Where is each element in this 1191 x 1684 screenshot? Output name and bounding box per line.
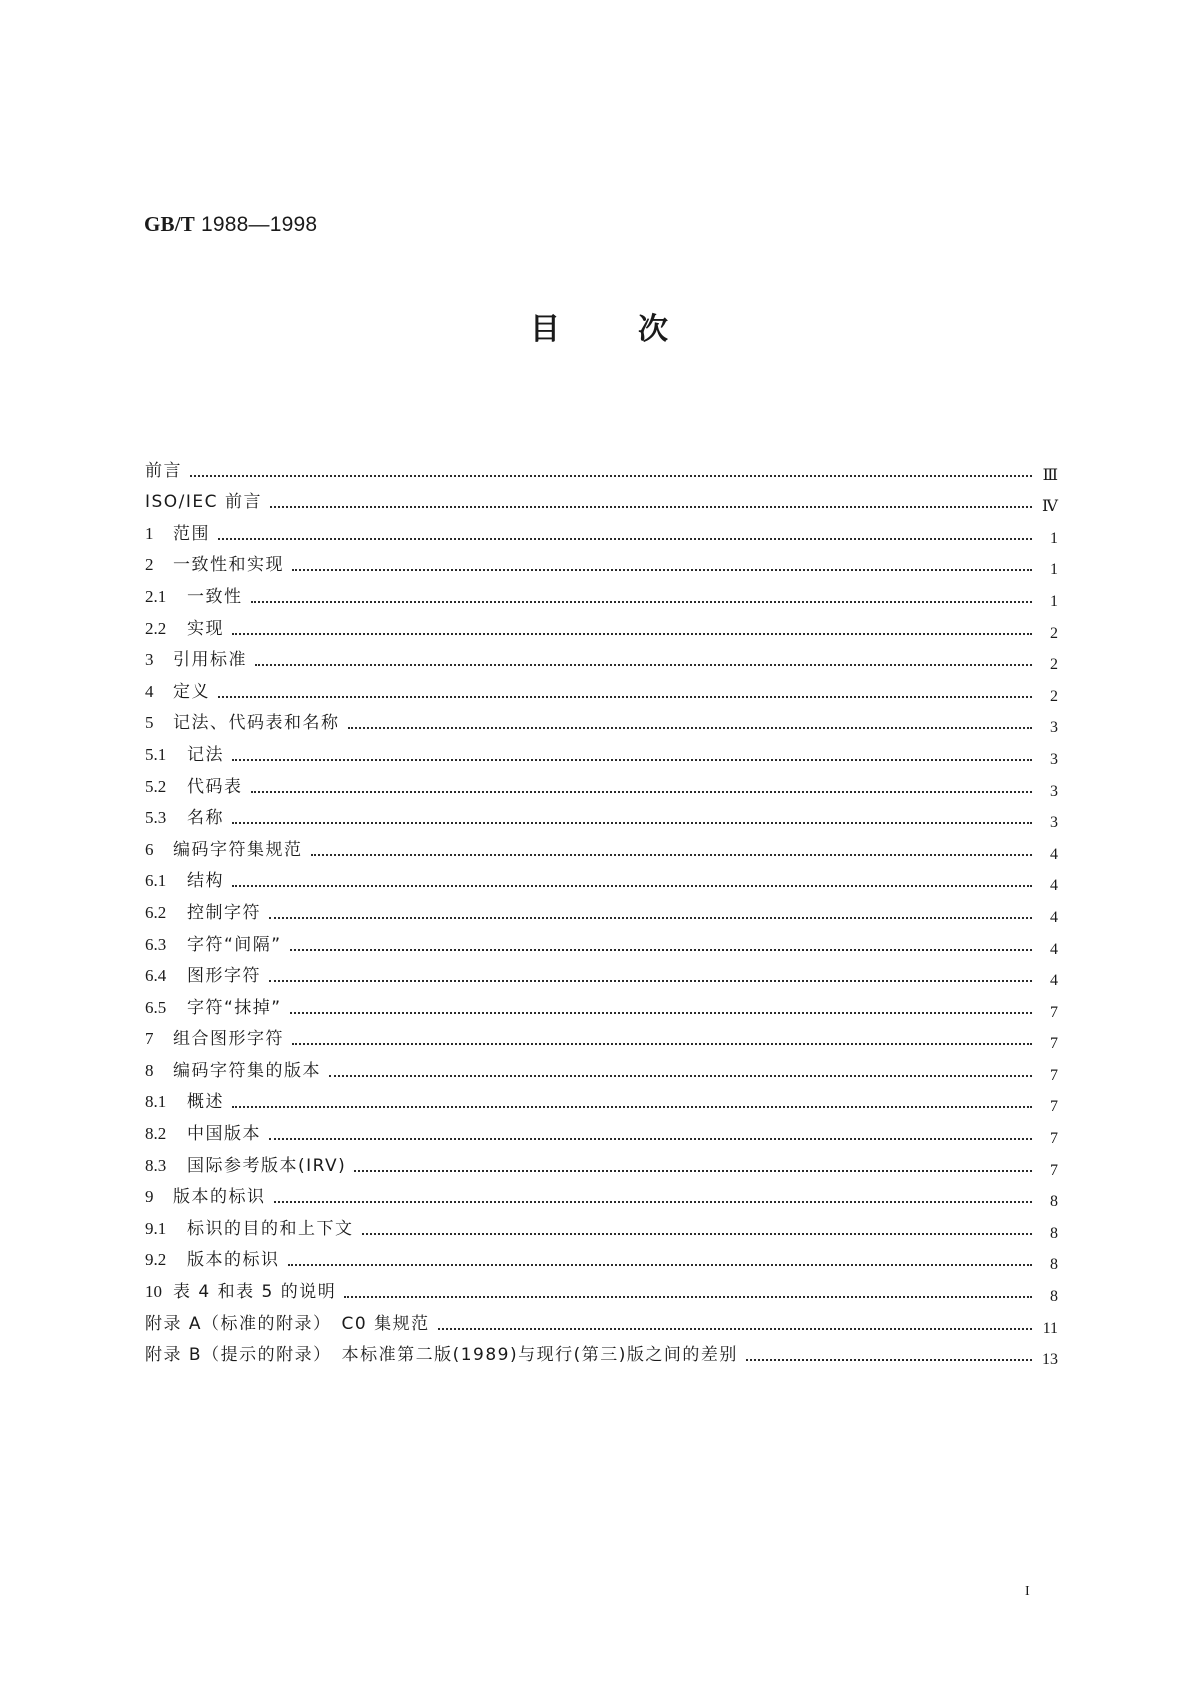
toc-entry-label: 版本的标识 — [173, 1187, 266, 1208]
toc-entry-page: 8 — [1050, 1288, 1058, 1306]
toc-entry-leader — [746, 1359, 1032, 1361]
toc-entry-leader — [232, 1106, 1032, 1108]
toc-entry-page: 4 — [1050, 908, 1058, 926]
toc-entry-label: 字符“抹掉” — [187, 997, 282, 1018]
toc-entry[interactable] — [145, 798, 1058, 830]
toc-entry-page: 4 — [1050, 972, 1058, 990]
toc-entry[interactable] — [145, 671, 1058, 703]
toc-entry-number: 5.1 — [145, 744, 167, 764]
toc-entry-leader — [362, 1233, 1033, 1235]
toc-entry-page: 8 — [1050, 1193, 1058, 1211]
toc-entry-label: 代码表 — [187, 776, 243, 797]
toc-entry-page: 7 — [1050, 1161, 1058, 1179]
toc-entry-leader — [232, 759, 1032, 761]
toc-entry-page: 3 — [1050, 719, 1058, 737]
toc-entry[interactable] — [145, 1019, 1058, 1051]
toc-entry-number: 7 — [145, 1029, 154, 1049]
toc-entry-label: 引用标准 — [173, 650, 247, 671]
toc-entry-leader — [218, 696, 1032, 698]
toc-entry-leader — [288, 1264, 1033, 1266]
standard-code-number: 1988—1998 — [194, 213, 318, 236]
toc-entry-leader — [232, 885, 1032, 887]
toc-entry-label: 编码字符集规范 — [173, 839, 303, 860]
toc-entry-number: 8 — [145, 1060, 154, 1080]
toc-entry-page: Ⅲ — [1042, 466, 1058, 484]
toc-entry[interactable] — [145, 987, 1058, 1019]
toc-entry-page: 7 — [1050, 1066, 1058, 1084]
toc-entry-page: 11 — [1042, 1319, 1058, 1337]
toc-entry-label: 表 4 和表 5 的说明 — [173, 1282, 337, 1303]
toc-entry-page: 2 — [1050, 624, 1058, 642]
toc-entry[interactable] — [145, 1335, 1058, 1367]
toc-entry[interactable] — [145, 861, 1058, 893]
toc-entry-page: 1 — [1050, 561, 1058, 579]
toc-entry[interactable] — [145, 1271, 1058, 1306]
toc-entry[interactable] — [145, 1082, 1058, 1114]
toc-entry-page: 7 — [1050, 1130, 1058, 1148]
toc-entry-leader — [269, 980, 1032, 982]
toc-entry[interactable] — [145, 1303, 1058, 1335]
toc-entry-label: 组合图形字符 — [173, 1029, 284, 1050]
toc-entry-label: 编码字符集的版本 — [173, 1060, 321, 1081]
toc-entry-label: 记法 — [187, 744, 224, 765]
toc-entry-number: 2 — [145, 555, 154, 575]
toc-entry-page: Ⅳ — [1042, 498, 1058, 516]
toc-entry[interactable] — [145, 450, 1058, 482]
toc-entry-page: 8 — [1050, 1256, 1058, 1274]
toc-entry-number: 8.2 — [145, 1124, 167, 1144]
toc-entry[interactable] — [145, 513, 1058, 545]
toc-entry[interactable] — [145, 545, 1058, 577]
standard-code — [144, 212, 317, 237]
toc-entry-number: 9.1 — [145, 1218, 167, 1238]
toc-entry-page: 4 — [1050, 845, 1058, 863]
toc-entry[interactable] — [145, 1113, 1058, 1148]
toc-entry-leader — [348, 727, 1033, 729]
toc-entry-leader — [190, 475, 1032, 477]
toc-entry-number: 9.2 — [145, 1250, 167, 1270]
toc-entry-page: 3 — [1050, 814, 1058, 832]
toc-entry-page: 3 — [1050, 782, 1058, 800]
toc-entry-number: 6.3 — [145, 934, 167, 954]
toc-entry-number: 10 — [145, 1282, 162, 1302]
toc-entry[interactable] — [145, 640, 1058, 672]
toc-entry-leader — [218, 538, 1032, 540]
toc-entry-leader — [232, 822, 1032, 824]
toc-entry-page: 13 — [1042, 1351, 1058, 1369]
toc-entry-label: 附录 A（标准的附录） C0 集规范 — [145, 1313, 430, 1334]
toc-entry-page: 7 — [1050, 1003, 1058, 1021]
toc-entry-leader — [274, 1201, 1033, 1203]
toc-entry[interactable] — [145, 956, 1058, 988]
toc-entry-leader — [292, 1043, 1032, 1045]
toc-entry-leader — [269, 917, 1032, 919]
toc-entry-number: 5.2 — [145, 776, 167, 796]
toc-entry-leader — [344, 1296, 1032, 1298]
toc-entry[interactable] — [145, 1177, 1058, 1209]
toc-entry-page: 8 — [1050, 1224, 1058, 1242]
toc-entry-label: 版本的标识 — [187, 1250, 280, 1271]
toc-heading-left: 目 — [530, 312, 560, 347]
toc-entry-leader — [290, 949, 1032, 951]
toc-entry[interactable] — [145, 1240, 1058, 1272]
toc-entry-number: 2.2 — [145, 618, 167, 638]
toc-entry-number: 2.1 — [145, 586, 167, 606]
toc-entry-number: 6.1 — [145, 871, 167, 891]
toc-entry[interactable] — [145, 1145, 1058, 1177]
toc-entry-number: 6.5 — [145, 997, 167, 1017]
toc-entry-label: 图形字符 — [187, 966, 261, 987]
toc-entry[interactable] — [145, 482, 1058, 514]
toc-heading-right: 次 — [638, 312, 668, 347]
toc-entry-page: 3 — [1050, 750, 1058, 768]
toc-entry[interactable] — [145, 1208, 1058, 1240]
toc-heading — [530, 304, 668, 348]
toc-entry-number: 1 — [145, 523, 154, 543]
footer-page-number: I — [1025, 1584, 1030, 1599]
toc-entry-leader — [438, 1328, 1032, 1330]
toc-entry-label: 概述 — [187, 1092, 224, 1113]
toc-entry-label: 字符“间隔” — [187, 934, 282, 955]
toc-entry-label: 一致性 — [187, 586, 243, 607]
toc-entry-number: 6 — [145, 839, 154, 859]
toc-entry[interactable] — [145, 576, 1058, 608]
toc-entry[interactable] — [145, 703, 1058, 735]
toc-entry-page: 7 — [1050, 1098, 1058, 1116]
toc-entry-page: 2 — [1050, 687, 1058, 705]
toc-entry-page: 4 — [1050, 940, 1058, 958]
toc-entry-label: 中国版本 — [187, 1124, 261, 1145]
toc-entry[interactable] — [145, 608, 1058, 640]
toc-entry-leader — [354, 1170, 1032, 1172]
toc-entry-label: 前言 — [145, 460, 182, 481]
toc-entry[interactable] — [145, 829, 1058, 861]
toc-entry-label: 定义 — [173, 681, 210, 702]
toc-entry-label: 范围 — [173, 523, 210, 544]
toc-entry-leader — [269, 1138, 1032, 1140]
toc-entry-number: 8.1 — [145, 1092, 167, 1112]
toc-entry-leader — [311, 854, 1033, 856]
toc-entry-page: 2 — [1050, 656, 1058, 674]
toc-entry-page: 1 — [1050, 592, 1058, 610]
toc-entry-number: 5 — [145, 713, 154, 733]
toc-entry-leader — [251, 791, 1033, 793]
toc-entry-leader — [329, 1075, 1032, 1077]
toc-entry-leader — [270, 506, 1032, 508]
toc-entry-label: 国际参考版本(IRV) — [187, 1155, 347, 1176]
toc-entry-number: 5.3 — [145, 808, 167, 828]
toc-entry-label: 记法、代码表和名称 — [173, 713, 340, 734]
table-of-contents — [145, 450, 1058, 1369]
toc-entry-number: 3 — [145, 650, 154, 670]
toc-entry-label: 控制字符 — [187, 902, 261, 923]
toc-entry-number: 9 — [145, 1187, 154, 1207]
standard-code-prefix: GB/T — [144, 212, 195, 236]
toc-entry[interactable] — [145, 766, 1058, 798]
toc-entry-label: ISO/IEC 前言 — [145, 492, 262, 513]
toc-entry-number: 8.3 — [145, 1155, 167, 1175]
toc-entry[interactable] — [145, 734, 1058, 766]
toc-entry-page: 1 — [1050, 529, 1058, 547]
toc-entry-number: 6.2 — [145, 902, 167, 922]
toc-entry[interactable] — [145, 924, 1058, 956]
toc-entry-leader — [251, 601, 1033, 603]
toc-entry-page: 4 — [1050, 877, 1058, 895]
toc-entry-leader — [292, 569, 1032, 571]
toc-entry-leader — [232, 633, 1032, 635]
toc-entry-label: 名称 — [187, 808, 224, 829]
toc-entry-number: 6.4 — [145, 966, 167, 986]
toc-entry-label: 一致性和实现 — [173, 555, 284, 576]
toc-entry[interactable] — [145, 892, 1058, 924]
toc-entry[interactable] — [145, 1050, 1058, 1082]
toc-entry-label: 附录 B（提示的附录） 本标准第二版(1989)与现行(第三)版之间的差别 — [145, 1345, 738, 1366]
toc-entry-leader — [290, 1012, 1032, 1014]
toc-entry-leader — [255, 664, 1032, 666]
toc-entry-label: 结构 — [187, 871, 224, 892]
toc-entry-page: 7 — [1050, 1035, 1058, 1053]
toc-entry-label: 标识的目的和上下文 — [187, 1218, 354, 1239]
toc-entry-number: 4 — [145, 681, 154, 701]
toc-entry-label: 实现 — [187, 618, 224, 639]
